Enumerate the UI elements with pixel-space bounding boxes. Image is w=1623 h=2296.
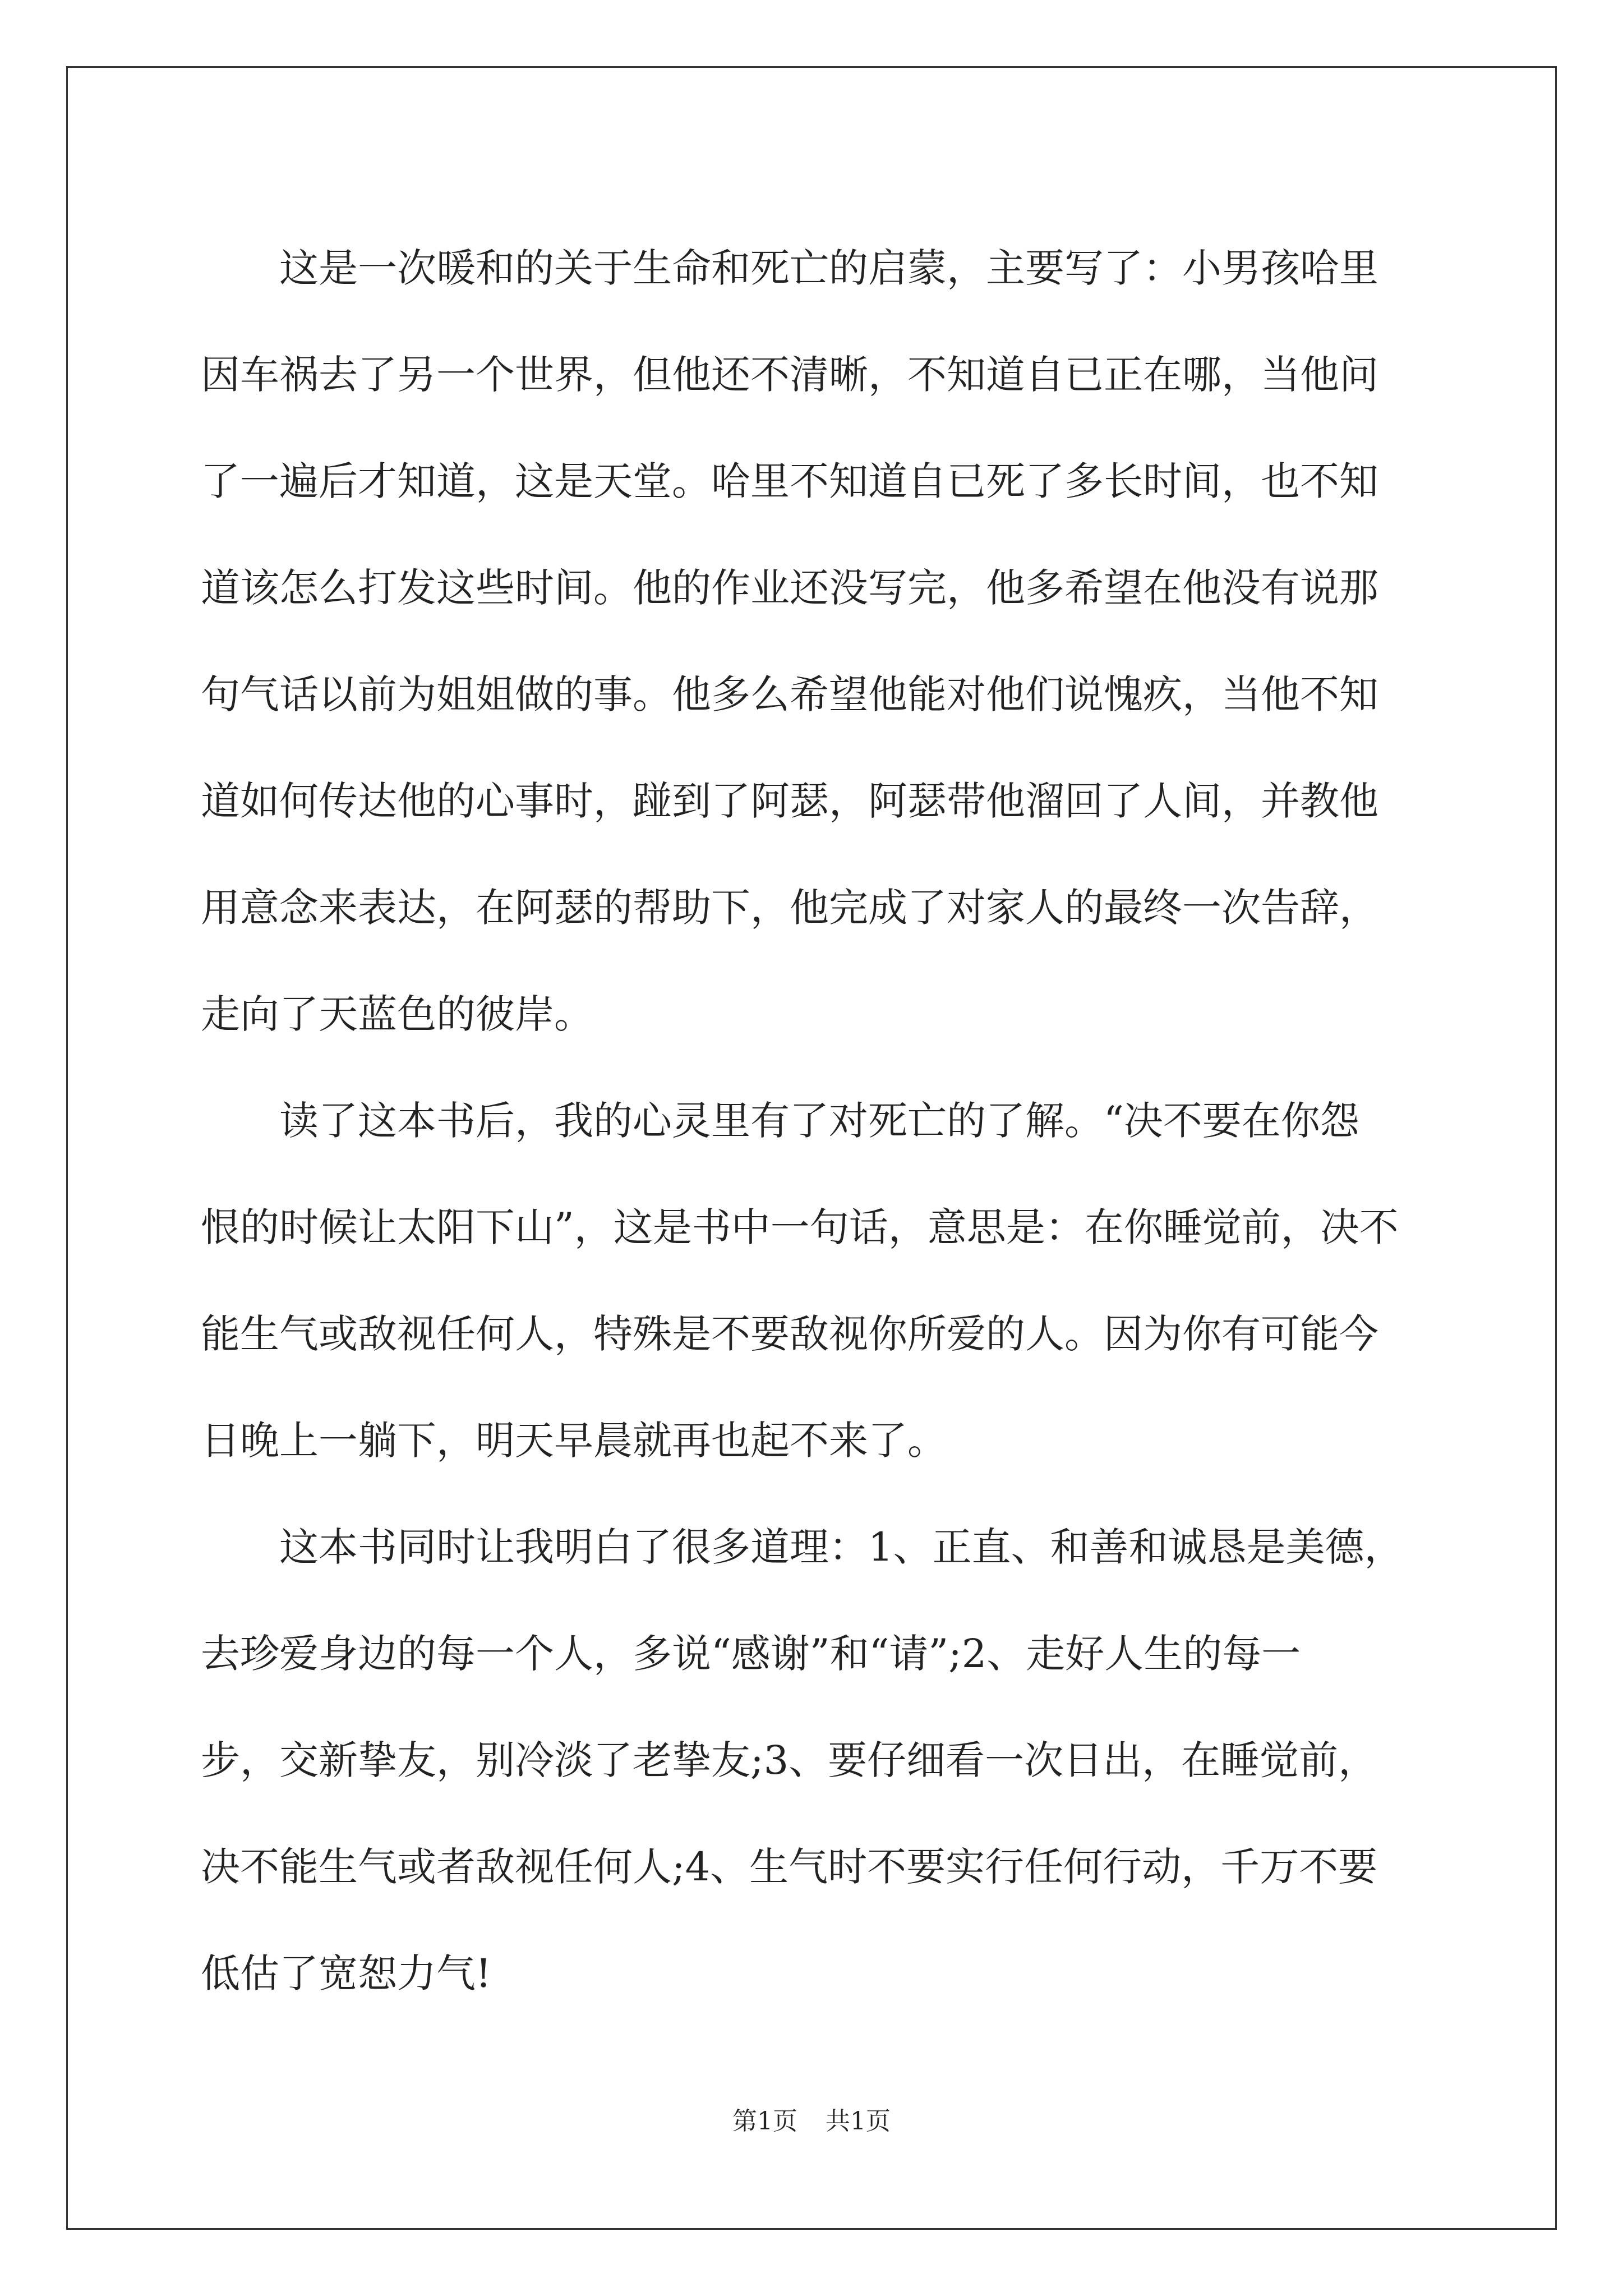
paragraph-3 [201,1494,1435,2027]
text-line: 句气话以前为姐姐做的事。他多么希望他能对他们说愧疚，当他不知 [201,671,1378,717]
text-line: 了一遍后才知道，这是天堂。哈里不知道自已死了多长时间，也不知 [201,458,1378,504]
page-footer [0,2101,1623,2137]
text-line: 道如何传达他的心事时，踫到了阿瑟，阿瑟带他溜回了人间，并教他 [201,778,1378,824]
page-number: 第1页 [732,2107,797,2136]
text-line: 用意念来表达，在阿瑟的帮助下，他完成了对家人的最终一次告辞， [201,885,1378,931]
text-line: 低估了宽恕力气! [201,1950,492,1996]
page-total: 共1页 [826,2107,891,2136]
text-line: 日晚上一躺下，明天早晨就再也起不来了。 [201,1418,947,1464]
paragraph-2 [201,1068,1435,1494]
paragraph-1 [201,215,1435,1068]
text-line: 恨的时候让太阳下山”，这是书中一句话，意思是：在你睡觉前，决不 [201,1204,1399,1250]
text-line: 能生气或敌视任何人，特殊是不要敌视你所爱的人。因为你有可能今 [201,1311,1378,1357]
text-line: 因车祸去了另一个世界，但他还不清晰，不知道自已正在哪，当他问 [201,352,1378,398]
text-line: 读了这本书后，我的心灵里有了对死亡的了解。“决不要在你怨 [201,1098,1359,1144]
text-line: 道该怎么打发这些时间。他的作业还没写完，他多希望在他没有说那 [201,565,1378,611]
text-line: 这是一次暖和的关于生命和死亡的启蒙，主要写了：小男孩哈里 [201,245,1378,291]
text-line: 去珍爱身边的每一个人，多说“感谢”和“请”;2、走好人生的每一 [201,1631,1301,1677]
document-body [201,215,1435,2027]
text-line: 步，交新挚友，别冷淡了老挚友;3、要仔细看一次日出，在睡觉前， [201,1737,1378,1783]
text-line: 走向了天蓝色的彼岸。 [201,991,593,1037]
text-line: 这本书同时让我明白了很多道理：1、正直、和善和诚恳是美德， [201,1524,1404,1570]
text-line: 决不能生气或者敌视任何人;4、生气时不要实行任何行动，千万不要 [201,1844,1378,1890]
